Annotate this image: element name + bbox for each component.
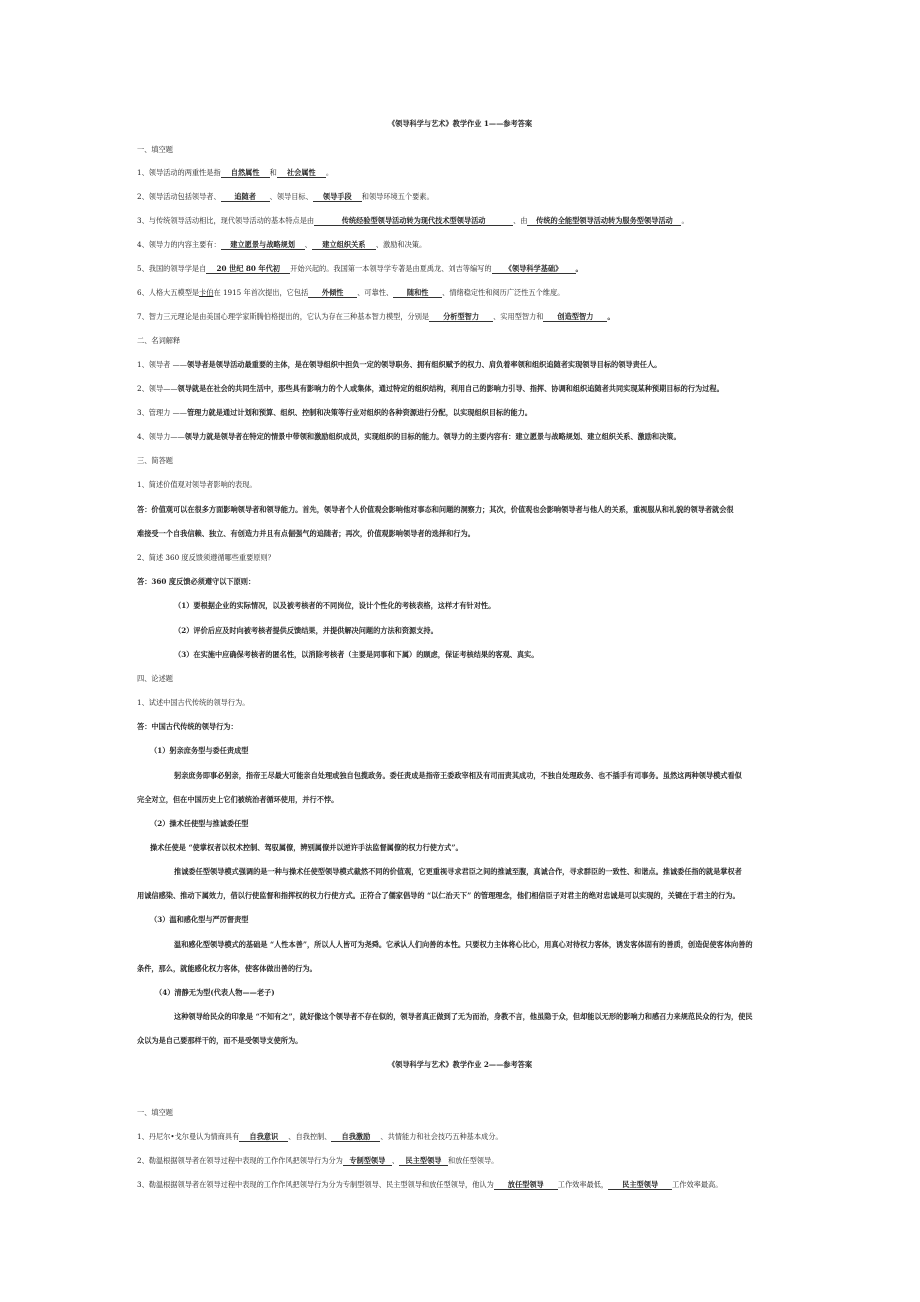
answer-blank: 放任型领导 xyxy=(494,1180,558,1190)
doc1-term-3: 3、管理力 ——管理力就是通过计划和预算、组织、控制和决策等行业对组织的各种资源进行分配，以实现组织目标的能力。 xyxy=(137,408,532,417)
doc1-fill-q5: 5、我国的领导学是自 20 世纪 80 年代初 开始兴起的。我国第一本领导学专著是由夏禹龙、刘吉等编写的 《领导科学基础》 。 xyxy=(137,264,583,273)
doc1-fill-q3: 3、与传统领导活动相比，现代领导活动的基本特点是由 传统经验型领导活动转为现代技术型领导活动 、由 传统的全能型领导活动转为服务型领导活动 。 xyxy=(137,216,689,225)
doc1-essay-para-3b: 条件，那么，就能感化权力客体，使客体做出善的行为。 xyxy=(137,964,317,973)
doc1-section-terms-heading: 二、名词解释 xyxy=(137,336,181,345)
doc1-short-a1-line2: 难接受一个自我信赖、独立、有创造力并且有点倔强气的追随者；再次，价值观影响领导者的选择和行为。 xyxy=(137,529,475,538)
answer-blank: 创造型智力 xyxy=(543,312,607,322)
answer-blank: 专制型领导 xyxy=(343,1156,392,1166)
answer-blank: 民主型领导 xyxy=(399,1156,448,1166)
answer-blank: 自我意识 xyxy=(239,1132,288,1142)
doc1-essay-para-2b: 推诚委任型领导模式强调的是一种与操术任使型领导模式截然不同的价值观，它更重视寻求君臣之间的推诚至腹，真诚合作，寻求群臣的一致性、和谐点。推诚委任指的就是掌权者 xyxy=(174,867,742,876)
answer-blank: 自然属性 xyxy=(221,168,270,178)
doc1-fill-q2: 2、领导活动包括领导者、 追随者 、领导目标、 领导手段 和领导环境五个要素。 xyxy=(137,192,434,201)
answer-blank: 领导手段 xyxy=(313,192,362,202)
doc1-essay-q1: 1、试述中国古代传统的领导行为。 xyxy=(137,698,250,707)
doc1-short-q2: 2、简述 360 度反馈须遵循哪些重要原则？ xyxy=(137,553,275,562)
doc2-title: 《领导科学与艺术》教学作业 2——参考答案 xyxy=(387,1060,533,1069)
doc1-fill-q6: 6、人格大五模型是卡伯在 1915 年首次提出，它包括 外倾性 、可靠性、 随和性 、情绪稳定性和阅历广泛性五个维度。 xyxy=(137,288,565,297)
answer-blank: 分析型智力 xyxy=(429,312,493,322)
doc2-fill-q2: 2、勒温根据领导者在领导过程中表现的工作作风把领导行为分为 专制型领导 、 民主型领导 和放任型领导。 xyxy=(137,1156,499,1165)
answer-blank: 建立组织关系 xyxy=(312,240,376,250)
doc1-fill-q7: 7、智力三元理论是由美国心理学家斯腾伯格提出的，它认为存在三种基本智力模型，分别是 分析型智力 、实用型智力和 创造型智力 。 xyxy=(137,312,615,321)
doc2-fill-q3: 3、勒温根据领导者在领导过程中表现的工作作风把领导行为分为专制型领导、民主型领导和放任型领导，他认为 放任型领导 工作效率最低， 民主型领导 工作效率最高。 xyxy=(137,1180,723,1189)
doc1-short-a2: 答：360 度反馈必须遵守以下原则： xyxy=(137,577,256,586)
answer-blank: 建立愿景与战略规划 xyxy=(221,240,305,250)
doc1-short-a1-line1: 答：价值观可以在很多方面影响领导者和领导能力。首先，领导者个人价值观会影响他对事态和问题的洞察力；其次，价值观也会影响领导者与他人的关系，重视服从和礼貌的领导者就会很 xyxy=(137,505,734,514)
doc1-title: 《领导科学与艺术》教学作业 1——参考答案 xyxy=(387,119,533,128)
doc1-term-4: 4、领导力——领导力就是领导者在特定的情景中带领和激励组织成员，实现组织的目标的能力。领导力的主要内容有：建立愿景与战略规划、建立组织关系、激励和决策。 xyxy=(137,432,681,441)
answer-blank: 随和性 xyxy=(393,288,442,298)
doc1-short-a2-point1: （1）要根据企业的实际情况，以及被考核者的不同岗位，设计个性化的考核表格，这样才有针对性。 xyxy=(174,601,496,610)
answer-blank: 20 世纪 80 年代初 xyxy=(206,264,290,274)
doc1-fill-q4: 4、领导力的内容主要有： 建立愿景与战略规划 、 建立组织关系 、激励和决策。 xyxy=(137,240,427,249)
doc1-fill-q1: 1、领导活动的两重性是指 自然属性 和 社会属性 。 xyxy=(137,168,334,177)
answer-blank: 社会属性 xyxy=(277,168,326,178)
doc1-short-a2-point2: （2）评价后应及时向被考核者提供反馈结果，并提供解决问题的方法和资源支持。 xyxy=(174,626,438,635)
doc1-section-fill-blank-heading: 一、填空题 xyxy=(137,145,173,154)
doc1-short-a2-point3: （3）在实施中应确保考核者的匿名性，以消除考核者（主要是同事和下属）的顾虑，保证考核结果的客观、真实。 xyxy=(174,650,539,659)
answer-blank: 民主型领导 xyxy=(608,1180,672,1190)
doc1-essay-heading-2: （2）操术任使型与推诚委任型 xyxy=(150,819,249,828)
doc1-essay-para-1b: 完全对立，但在中国历史上它们被统治者循环使用，并行不悖。 xyxy=(137,795,339,804)
answer-blank: 《领导科学基础》 xyxy=(492,264,576,274)
doc1-essay-heading-3: （3）温和感化型与严厉督责型 xyxy=(150,915,249,924)
answer-blank: 传统经验型领导活动转为现代技术型领导活动 xyxy=(314,216,513,226)
doc1-essay-para-4b: 众以为是自己要那样干的，而不是受领导支使所为。 xyxy=(137,1036,303,1045)
answer-blank: 传统的全能型领导活动转为服务型领导活动 xyxy=(527,216,681,226)
doc1-term-1: 1、领导者 ——领导者是领导活动最重要的主体，是在领导组织中担负一定的领导职务、拥有组织赋予的权力、肩负着率领和组织追随者实现领导目标的领导责任人。 xyxy=(137,360,662,369)
doc1-essay-para-2c: 用诚信感染、推动下属效力，借以行使监督和指挥权的权力行使方式。正符合了儒家倡导的 “以仁治天下” 的管理理念，他们相信臣子对君主的绝对忠诚是可以实现的，关键在于君主的行为。 xyxy=(137,891,740,900)
doc1-essay-para-4a: 这种领导给民众的印象是 “不知有之”，就好像这个领导者不存在似的，领导者真正做到了无为而治，身教不言，他虽隐于众，但却能以无形的影响力和感召力来规范民众的行为，使民 xyxy=(174,1012,753,1021)
doc1-section-short-answer-heading: 三、简答题 xyxy=(137,456,173,465)
doc1-short-q1: 1、简述价值观对领导者影响的表现。 xyxy=(137,480,257,489)
doc1-essay-para-2a: 操术任使是 “使掌权者以权术控制、驾驭属僚，辨别属僚并以逆许手法监督属僚的权力行使方式”。 xyxy=(150,843,463,852)
doc1-essay-para-1a: 躬亲庶务即事必躬亲，指帝王尽最大可能亲自处理或独自包揽政务。委任责成是指帝王委政宰相及有司而责其成功，不独自处理政务、也不插手有司事务。虽然这两种领导模式看似 xyxy=(174,771,742,780)
doc1-essay-a1: 答：中国古代传统的领导行为： xyxy=(137,722,238,731)
doc2-section-fill-blank-heading: 一、填空题 xyxy=(137,1108,173,1117)
doc2-fill-q1: 1、丹尼尔•戈尔曼认为情商具有 自我意识 、自我控制、 自我激励 、共情能力和社会技巧五种基本成分。 xyxy=(137,1132,503,1141)
doc1-essay-heading-1: （1）躬亲庶务型与委任责成型 xyxy=(150,746,249,755)
answer-blank: 自我激励 xyxy=(331,1132,380,1142)
answer-blank: 追随者 xyxy=(221,192,270,202)
doc1-term-2: 2、领导——领导就是在社会的共同生活中，那些具有影响力的个人或集体，通过特定的组织结构，利用自己的影响力引导、指挥、协调和组织追随者共同实现某种预期目标的行为过程。 xyxy=(137,384,724,393)
doc1-essay-para-3a: 温和感化型领导模式的基础是 “人性本善”，所以人人皆可为尧舜。它承认人们向善的本性。只要权力主体将心比心，用真心对待权力客体，诱发客体固有的善质，创造促使客体向善的 xyxy=(174,940,753,949)
doc1-section-essay-heading: 四、论述题 xyxy=(137,674,173,683)
answer-blank: 外倾性 xyxy=(308,288,357,298)
doc1-essay-heading-4: （4）清静无为型(代表人物——老子) xyxy=(155,988,275,997)
